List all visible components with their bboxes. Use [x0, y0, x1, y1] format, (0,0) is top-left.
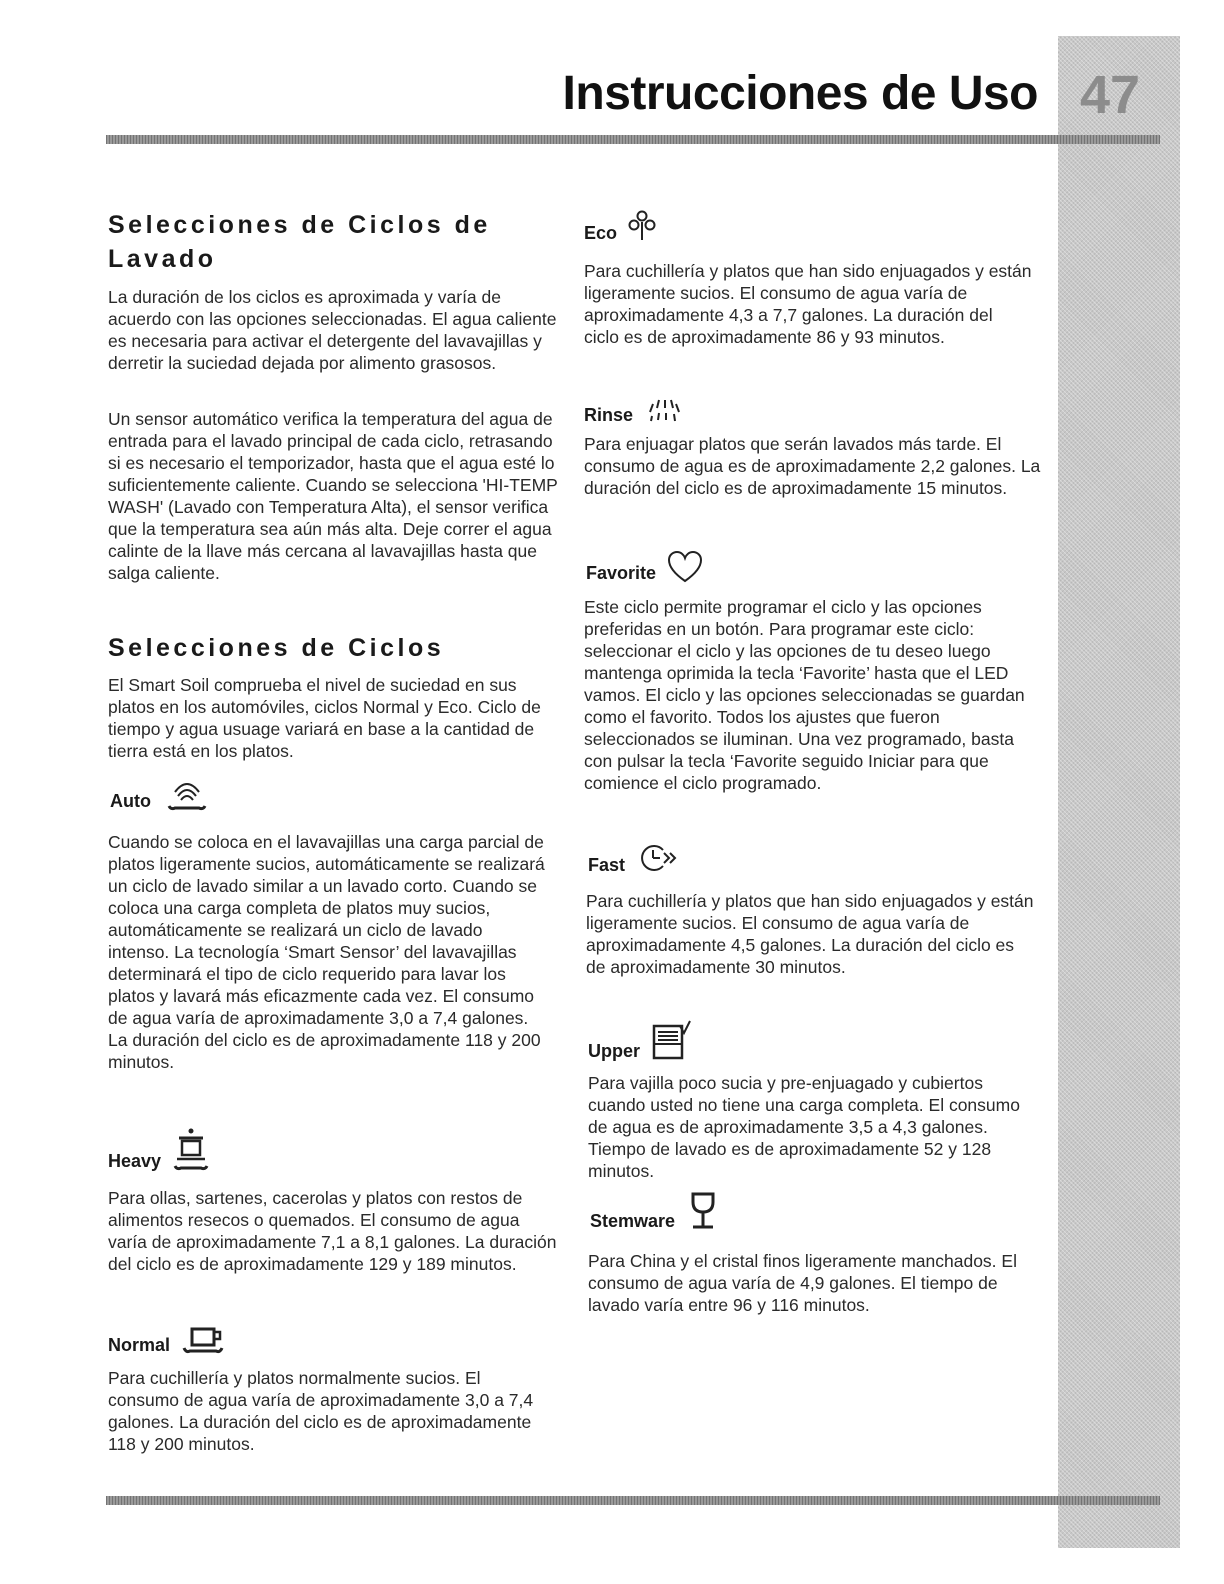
paragraph: Cuando se coloca en el lavavajillas una carga parcial de platos ligeramente sucios, automáticamente se realizará un ciclo de lavado similar a un lavado corto. Cuando se coloca una carga completa de platos muy sucios, automáticamente se realizará un ciclo de lavado intenso. La tecnología ‘Smart Sensor’ del lavavajillas determinará el tipo de ciclo requerido para lavar los platos y lavará más eficazmente cada vez. El consumo de agua varía de aproximadamente 3,0 a 7,4 galones. La duración del ciclo es de aproximadamente 118 y 200 minutos.	[108, 832, 545, 1072]
cycle-stemware-label: Stemware	[590, 1211, 676, 1231]
cycle-eco-header	[584, 210, 657, 244]
wine-glass-icon	[685, 1190, 721, 1232]
paragraph: Para vajilla poco sucia y pre-enjuagado y cubiertos cuando usted no tiene una carga completa. El consumo de agua es de aproximadamente 3,5 a 4,3 galones. Tiempo de lavado es de aproximadamente 52 y 128 minutos.	[588, 1073, 1020, 1181]
cycle-eco-label: Eco	[584, 223, 618, 243]
paragraph: Este ciclo permite programar el ciclo y las opciones preferidas en un botón. Para programar este ciclo: seleccionar el ciclo y las opciones de tu deseo luego mantenga oprimida la tecla ‘Favorite’ hasta que el LED vamos. El ciclo y las opciones seleccionadas se guardan como el favorito. Todos los ajustes que fueron seleccionados se iluminan. Una vez programado, basta con pulsar la tecla ‘Favorite seguido Iniciar para que comience el ciclo programado.	[584, 597, 1025, 793]
cycle-stemware-header	[590, 1190, 721, 1232]
cycle-rinse-label: Rinse	[584, 405, 634, 425]
auto-wave-icon	[161, 772, 213, 812]
paragraph: El Smart Soil comprueba el nivel de suciedad en sus platos en los automóviles, ciclos Normal y Eco. Ciclo de tiempo y agua usuage variará en base a la cantidad de tierra está en los platos.	[108, 675, 541, 761]
paragraph: Para ollas, sartenes, cacerolas y platos con restos de alimentos resecos o quemados. El consumo de agua varía de aproximadamente 7,1 a 8,1 galones. La duración del ciclo es de aproximadamente 129 y 189 minutos.	[108, 1188, 557, 1274]
cycle-normal-header	[108, 1326, 228, 1356]
paragraph: Para cuchillería y platos que han sido enjuagados y están ligeramente sucios. El consumo de agua varía de aproximadamente 4,3 a 7,7 galones. La duración del ciclo es de aproximadamente 86 y 93 minutos.	[584, 261, 1032, 347]
cycle-auto-label: Auto	[110, 791, 151, 811]
cycle-auto-header	[110, 772, 213, 812]
section-heading-cycles: Selecciones de Ciclos	[108, 634, 445, 662]
page-number: 47	[1080, 65, 1141, 125]
cycle-upper-header	[588, 1020, 694, 1062]
spray-icon	[643, 394, 683, 426]
section-heading-wash-cycles: Selecciones de Ciclos de Lavado	[108, 211, 491, 273]
cycle-heavy-header	[108, 1126, 215, 1172]
upper-rack-icon	[650, 1020, 694, 1062]
page-title: Instrucciones de Uso	[562, 67, 1038, 120]
paragraph: Para enjuagar platos que serán lavados más tarde. El consumo de agua es de aproximadamente 2,2 galones. La duración del ciclo es de aproximadamente 15 minutos.	[584, 434, 1041, 498]
pot-icon	[171, 1126, 215, 1172]
cycle-favorite-label: Favorite	[586, 563, 657, 583]
header-rule	[106, 135, 1160, 144]
paragraph: La duración de los ciclos es aproximada y varía de acuerdo con las opciones seleccionadas. El agua caliente es necesaria para activar el detergente del lavavajillas y derretir la suciedad dejada por alimento grasosos.	[108, 287, 557, 373]
heart-icon	[666, 550, 704, 584]
side-tab-strip	[1058, 36, 1180, 1548]
paragraph: Para China y el cristal finos ligeramente manchados. El consumo de agua varía de 4,9 galones. El tiempo de lavado varía entre 96 y 116 minutos.	[588, 1251, 1017, 1315]
footer-rule	[106, 1496, 1160, 1505]
flower-icon	[627, 210, 657, 244]
cycle-favorite-header	[586, 550, 704, 584]
cycle-fast-header	[588, 840, 683, 876]
cycle-normal-label: Normal	[108, 1335, 171, 1355]
cycle-fast-label: Fast	[588, 855, 626, 875]
cycle-heavy-label: Heavy	[108, 1151, 162, 1171]
cup-icon	[180, 1326, 228, 1356]
cycle-rinse-header	[584, 394, 683, 426]
paragraph: Un sensor automático verifica la temperatura del agua de entrada para el lavado principal de cada ciclo, retrasando si es necesario el temporizador, hasta que el agua esté lo suficientemente caliente. Cuando se selecciona 'HI-TEMP WASH' (Lavado con Temperatura Alta), el sensor verifica que la temperatura sea aún más alta. Deje correr el agua calinte de la llave más cercana al lavavajillas hasta que salga caliente.	[108, 409, 558, 583]
cycle-upper-label: Upper	[588, 1041, 641, 1061]
paragraph: Para cuchillería y platos que han sido enjuagados y están ligeramente sucios. El consumo de agua varía de aproximadamente 4,5 galones. La duración del ciclo es de aproximadamente 30 minutos.	[586, 891, 1034, 977]
paragraph: Para cuchillería y platos normalmente sucios. El consumo de agua varía de aproximadamente 3,0 a 7,4 galones. La duración del ciclo es de aproximadamente 118 y 200 minutos.	[108, 1368, 534, 1454]
fast-clock-icon	[635, 840, 683, 876]
